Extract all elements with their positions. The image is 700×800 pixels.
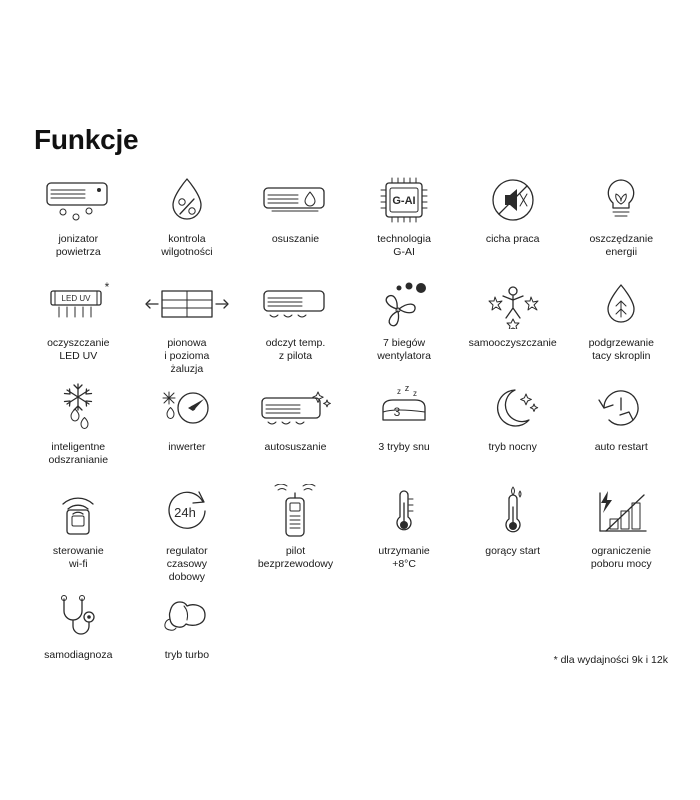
feature-item[interactable] (567, 380, 676, 484)
feature-label: 7 biegów wentylatora (377, 337, 431, 362)
feature-item[interactable] (567, 172, 676, 276)
feature-label: podgrzewanie tacy skroplin (588, 337, 654, 362)
humidity-control-icon (165, 174, 209, 226)
feature-item[interactable] (133, 276, 242, 380)
feature-label: cicha praca (485, 233, 540, 245)
asterisk-mark: * (104, 280, 110, 294)
feature-item[interactable] (350, 276, 459, 380)
feature-item[interactable] (350, 172, 459, 276)
g-ai-chip-text: G-AI (392, 195, 416, 207)
feature-label: utrzymanie +8°C (378, 545, 430, 570)
feature-item[interactable] (458, 276, 567, 380)
self-clean-icon (483, 278, 543, 330)
sleep-z-medium: z (404, 383, 410, 393)
features-grid (24, 172, 676, 692)
feature-item[interactable] (458, 380, 567, 484)
feature-item[interactable] (241, 380, 350, 484)
feature-label: sterowanie wi-fi (52, 545, 104, 570)
feature-item[interactable] (24, 172, 133, 276)
hot-start-icon (493, 486, 533, 538)
feature-label: auto restart (594, 441, 648, 453)
auto-restart-icon (595, 382, 647, 434)
feature-item[interactable] (458, 172, 567, 276)
footnote: * dla wydajności 9k i 12k (553, 654, 668, 666)
dehumidify-icon (258, 174, 332, 226)
feature-label: odczyt temp. z pilota (265, 337, 326, 362)
feature-item[interactable] (133, 380, 242, 484)
feature-item[interactable] (567, 484, 676, 588)
g-ai-chip-icon (374, 174, 434, 226)
sleep-z-small: z (397, 387, 402, 396)
smart-defrost-icon (53, 382, 103, 434)
feature-label: jonizator powietrza (55, 233, 101, 258)
feature-item[interactable] (567, 276, 676, 380)
feature-item[interactable] (24, 380, 133, 484)
auto-dry-icon (256, 382, 334, 434)
feature-label: pionowa i pozioma żaluzja (164, 337, 210, 375)
feature-item[interactable] (350, 484, 459, 588)
feature-label: samodiagnoza (44, 649, 113, 661)
feature-label: inteligentne odszranianie (48, 441, 109, 466)
feature-item[interactable] (133, 588, 242, 692)
air-ionizer-icon (41, 174, 115, 226)
led-uv-text: LED UV (61, 294, 91, 303)
feature-label: oczyszczanie LED UV (47, 337, 110, 362)
feature-label: tryb nocny (488, 441, 537, 453)
feature-label: samooczyszczanie (468, 337, 557, 349)
feature-label: autosuszanie (264, 441, 327, 453)
feature-item[interactable] (24, 484, 133, 588)
turbo-mode-icon (160, 590, 214, 642)
energy-saving-icon (597, 174, 645, 226)
feature-label: pilot bezprzewodowy (257, 545, 334, 570)
feature-item[interactable] (133, 484, 242, 588)
feature-item[interactable] (350, 380, 459, 484)
feature-item[interactable] (241, 276, 350, 380)
feature-item[interactable] (24, 588, 133, 692)
timer-24h-text: 24h (174, 505, 196, 520)
feature-item[interactable] (133, 172, 242, 276)
24h-timer-icon (159, 486, 215, 538)
led-uv-icon (41, 278, 115, 330)
feature-label: osuszanie (271, 233, 320, 245)
power-limit-icon (592, 486, 650, 538)
wireless-remote-icon (270, 486, 320, 538)
drain-pan-heating-icon (597, 278, 645, 330)
feature-label: gorący start (485, 545, 541, 557)
feature-label: inwerter (168, 441, 206, 453)
louver-swing-icon (144, 278, 230, 330)
feature-item[interactable] (241, 484, 350, 588)
night-mode-icon (485, 382, 541, 434)
remote-temp-read-icon (258, 278, 332, 330)
self-diagnosis-icon (50, 590, 106, 642)
page-title: Funkcje (34, 124, 139, 155)
sleep-modes-icon (373, 382, 435, 434)
sleep-number-text: 3 (393, 405, 401, 419)
feature-label: technologia G-AI (377, 233, 431, 258)
quiet-operation-icon (487, 174, 539, 226)
fan-speeds-icon (373, 278, 435, 330)
keep-8c-icon (384, 486, 424, 538)
feature-label: ograniczenie poboru mocy (590, 545, 652, 570)
feature-label: oszczędzanie energii (589, 233, 654, 258)
feature-item[interactable] (24, 276, 133, 380)
inverter-icon (151, 382, 223, 434)
feature-item[interactable] (241, 172, 350, 276)
feature-label: 3 tryby snu (378, 441, 430, 453)
feature-label: kontrola wilgotności (161, 233, 213, 258)
feature-label: tryb turbo (164, 649, 210, 661)
feature-label: regulator czasowy dobowy (166, 545, 208, 583)
wifi-control-icon (51, 486, 105, 538)
feature-item[interactable] (458, 484, 567, 588)
sleep-z-large: z (413, 389, 418, 398)
